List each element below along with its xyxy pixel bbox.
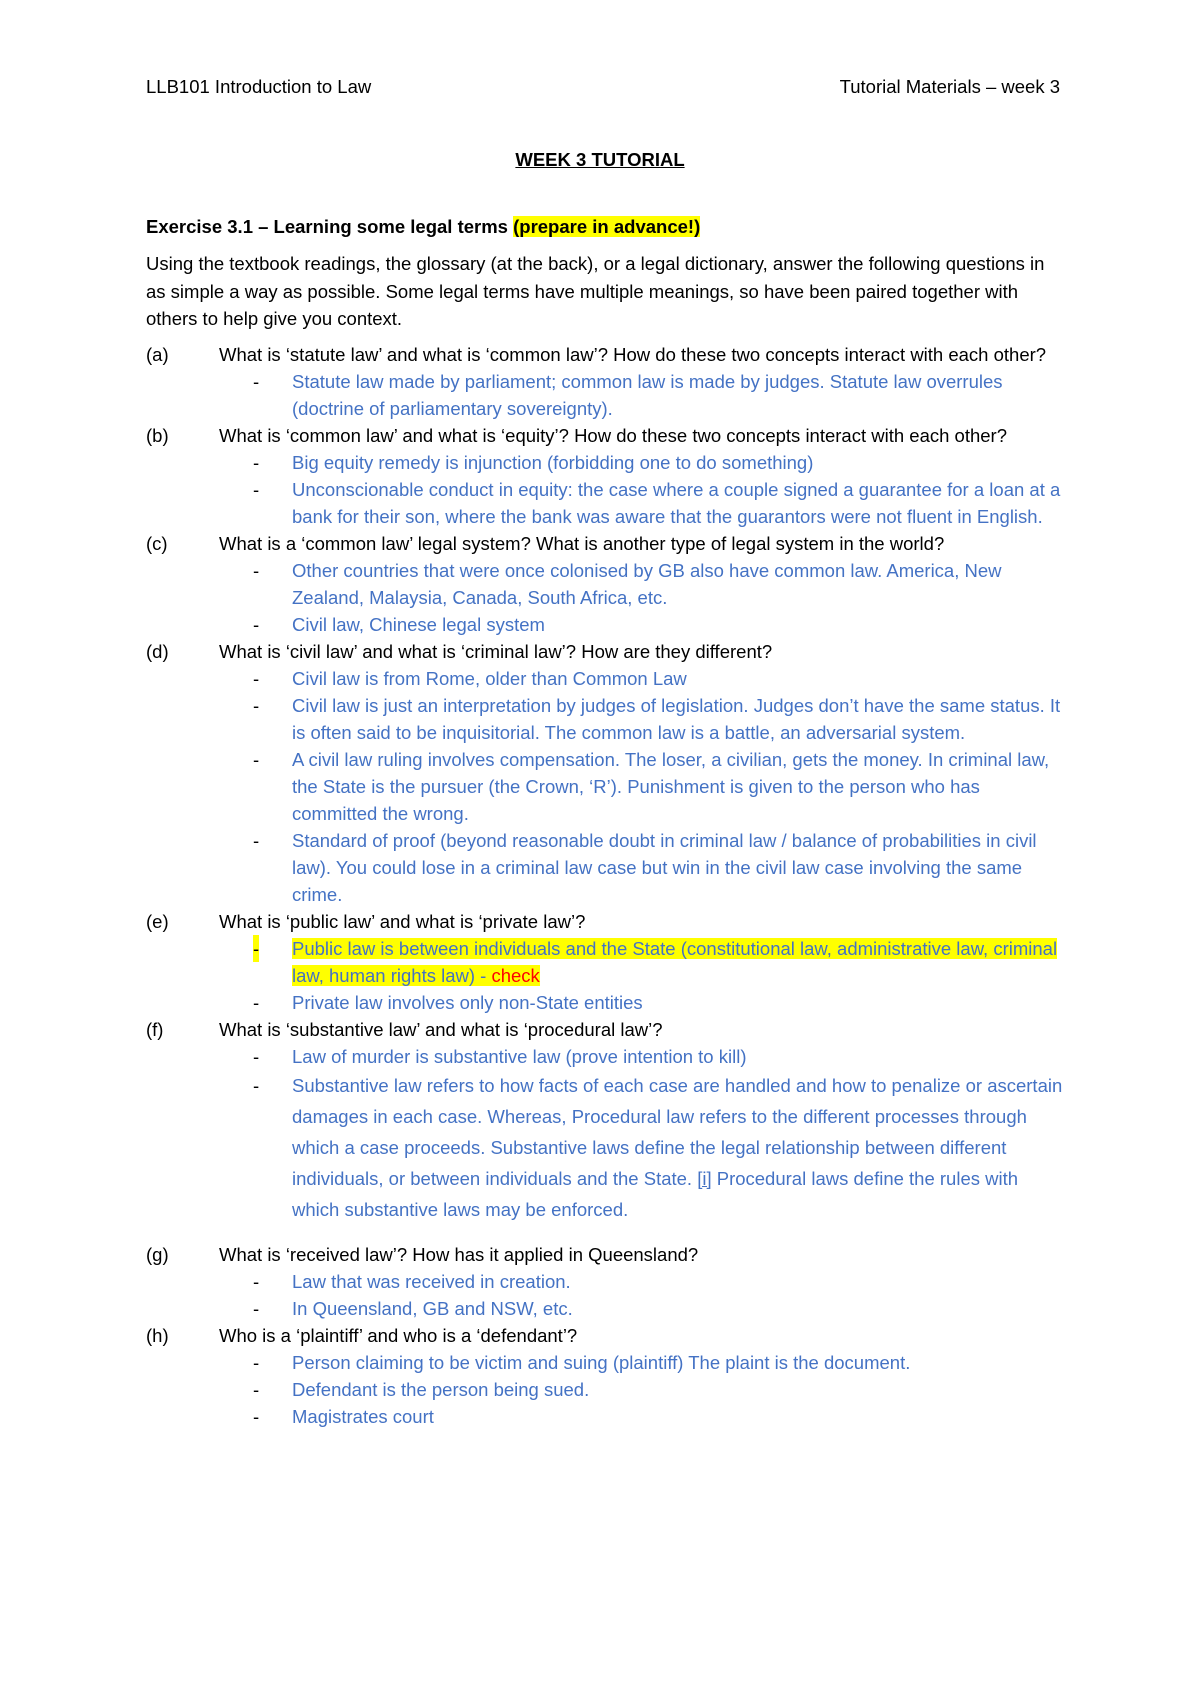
- check-flag: check: [491, 964, 540, 986]
- bullet-dash: -: [253, 613, 260, 635]
- highlighted-answer: Public law is between individuals and the State (constitutional law, administrative law, criminal law, human rights law) - check: [292, 937, 1058, 986]
- answer-item: - Substantive law refers to how facts of each case are handled and how to penalize or ascertain damages in each case. Whereas, Procedural law refers to the different processes through which a case proceeds. Substantive laws define the legal relationship between different individuals, or between individuals and the State. [i] Procedural laws define the rules with which substantive laws may be enforced.: [146, 1070, 1066, 1225]
- question-text: What is ‘civil law’ and what is ‘criminal law’? How are they different?: [219, 640, 773, 662]
- answer-item: - Standard of proof (beyond reasonable doubt in criminal law / balance of probabilities in civil law). You could lose in a criminal law case but win in the civil law case involving the same crime.: [146, 827, 1066, 908]
- bullet-dash: -: [253, 451, 260, 473]
- question-label: (b): [146, 424, 169, 446]
- answer-item: - Unconscionable conduct in equity: the case where a couple signed a guarantee for a loan at a bank for their son, where the bank was aware that the guarantors were not fluent in English.: [146, 476, 1066, 530]
- question-label: (h): [146, 1324, 169, 1346]
- question-text: Who is a ‘plaintiff’ and who is a ‘defendant’?: [219, 1324, 578, 1346]
- bullet-dash: -: [253, 667, 260, 689]
- bullet-dash: -: [253, 829, 260, 851]
- answer-item: - Other countries that were once colonised by GB also have common law. America, New Zealand, Malaysia, Canada, South Africa, etc.: [146, 557, 1066, 611]
- answer-item: - Civil law is from Rome, older than Common Law: [146, 665, 1066, 692]
- question-text: What is a ‘common law’ legal system? What is another type of legal system in the world?: [219, 532, 945, 554]
- bullet-dash: -: [253, 1045, 260, 1067]
- bullet-dash: -: [253, 1074, 260, 1096]
- endnote-reference[interactable]: [i]: [697, 1167, 712, 1189]
- header-materials: Tutorial Materials – week 3: [839, 76, 1060, 97]
- bullet-dash: -: [253, 991, 260, 1013]
- answer-item: - In Queensland, GB and NSW, etc.: [146, 1295, 1066, 1322]
- question-e: [146, 908, 1066, 935]
- answer-item: - Civil law is just an interpretation by judges of legislation. Judges don’t have the same status. It is often said to be inquisitorial. The common law is a battle, an adversarial system.: [146, 692, 1066, 746]
- answer-item: - Defendant is the person being sued.: [146, 1376, 1066, 1403]
- question-c: [146, 530, 1066, 557]
- page-title: WEEK 3 TUTORIAL: [515, 149, 685, 170]
- question-b: [146, 422, 1066, 449]
- answer-item: - Magistrates court: [146, 1403, 1066, 1430]
- answer-item: - Statute law made by parliament; common law is made by judges. Statute law overrules (doctrine of parliamentary sovereignty).: [146, 368, 1066, 422]
- question-label: (d): [146, 640, 169, 662]
- bullet-dash: -: [253, 478, 260, 500]
- answer-item: - Private law involves only non-State entities: [146, 989, 1066, 1016]
- question-f: [146, 1016, 1066, 1043]
- answer-item: - Law of murder is substantive law (prove intention to kill): [146, 1043, 1066, 1070]
- question-text: What is ‘substantive law’ and what is ‘procedural law’?: [219, 1018, 663, 1040]
- answer-item: - A civil law ruling involves compensation. The loser, a civilian, gets the money. In criminal law, the State is the pursuer (the Crown, ‘R’). Punishment is given to the person who has committed the wrong.: [146, 746, 1066, 827]
- question-text: What is ‘common law’ and what is ‘equity’? How do these two concepts interact with each other?: [219, 424, 1008, 446]
- bullet-dash: -: [253, 1351, 260, 1373]
- answer-item-highlighted: [146, 935, 1066, 989]
- spacer: [146, 1225, 1066, 1241]
- answer-item: - Big equity remedy is injunction (forbidding one to do something): [146, 449, 1066, 476]
- question-text: What is ‘statute law’ and what is ‘common law’? How do these two concepts interact with each other?: [219, 343, 1047, 365]
- bullet-dash: -: [253, 1378, 260, 1400]
- question-a: [146, 341, 1066, 368]
- bullet-dash: -: [253, 1270, 260, 1292]
- question-label: (e): [146, 910, 169, 932]
- exercise-heading: Exercise 3.1 – Learning some legal terms (prepare in advance!): [146, 216, 701, 237]
- question-g: [146, 1241, 1066, 1268]
- bullet-dash: -: [253, 559, 260, 581]
- bullet-dash: -: [253, 1405, 260, 1427]
- bullet-dash: -: [253, 1297, 260, 1319]
- exercise-heading-note: (prepare in advance!): [513, 216, 701, 237]
- bullet-dash: -: [253, 370, 260, 392]
- question-label: (a): [146, 343, 169, 365]
- question-h: [146, 1322, 1066, 1349]
- answer-item: - Law that was received in creation.: [146, 1268, 1066, 1295]
- tutorial-content: [146, 213, 1066, 1430]
- question-label: (f): [146, 1018, 164, 1040]
- bullet-dash: -: [253, 694, 260, 716]
- question-label: (g): [146, 1243, 169, 1265]
- question-text: What is ‘received law’? How has it applied in Queensland?: [219, 1243, 699, 1265]
- question-label: (c): [146, 532, 168, 554]
- answer-item: - Person claiming to be victim and suing (plaintiff) The plaint is the document.: [146, 1349, 1066, 1376]
- bullet-dash: -: [253, 935, 259, 962]
- question-d: [146, 638, 1066, 665]
- question-text: What is ‘public law’ and what is ‘private law’?: [219, 910, 586, 932]
- exercise-intro: Using the textbook readings, the glossary (at the back), or a legal dictionary, answer the following questions in as simple a way as possible. Some legal terms have multiple meanings, so have been paired together with others to help give you context.: [146, 253, 1045, 329]
- header-course: LLB101 Introduction to Law: [146, 76, 372, 97]
- answer-item: - Civil law, Chinese legal system: [146, 611, 1066, 638]
- bullet-dash: -: [253, 748, 260, 770]
